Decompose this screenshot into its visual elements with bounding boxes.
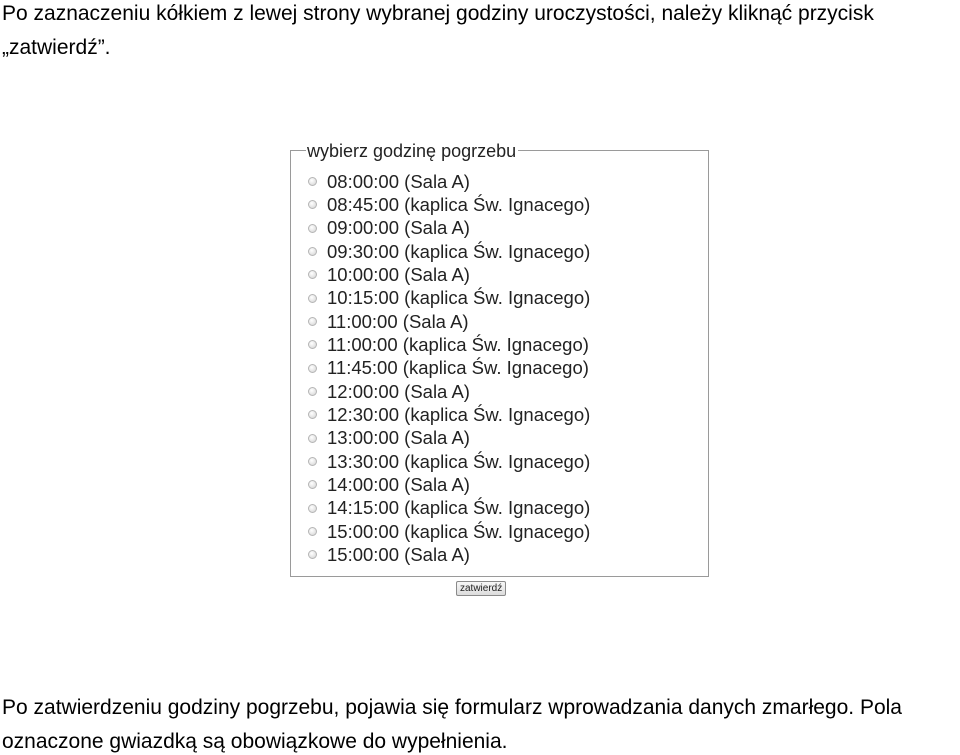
time-option[interactable]: [306, 380, 590, 403]
time-option[interactable]: [306, 473, 590, 496]
time-option[interactable]: [306, 217, 590, 240]
time-option[interactable]: [306, 263, 590, 286]
radio-button[interactable]: [308, 317, 317, 326]
radio-button[interactable]: [308, 410, 317, 419]
time-option[interactable]: [306, 240, 590, 263]
fieldset-legend: wybierz godzinę pogrzebu: [307, 141, 517, 161]
radio-button[interactable]: [308, 294, 317, 303]
time-option-label[interactable]: 14:00:00 (Sala A): [327, 473, 470, 495]
time-option-label[interactable]: 15:00:00 (kaplica Św. Ignacego): [327, 520, 591, 542]
time-options-list: [306, 170, 590, 567]
outro-text-line-1: Po zatwierdzeniu godziny pogrzebu, pojawia się formularz wprowadzania danych zmarłego. Pola: [2, 696, 902, 719]
radio-button[interactable]: [308, 434, 317, 443]
time-option[interactable]: [306, 333, 590, 356]
intro-text-line-2: „zatwierdź”.: [2, 36, 111, 59]
radio-button[interactable]: [308, 504, 317, 513]
time-option-label[interactable]: 08:00:00 (Sala A): [327, 170, 470, 192]
time-option-label[interactable]: 09:30:00 (kaplica Św. Ignacego): [327, 240, 591, 262]
time-option-label[interactable]: 11:45:00 (kaplica Św. Ignacego): [327, 357, 589, 379]
time-option-label[interactable]: 13:00:00 (Sala A): [327, 427, 470, 449]
radio-button[interactable]: [308, 340, 317, 349]
submit-button[interactable]: zatwierdź: [456, 581, 506, 596]
radio-button[interactable]: [308, 364, 317, 373]
radio-button[interactable]: [308, 247, 317, 256]
time-option-label[interactable]: 15:00:00 (Sala A): [327, 543, 470, 565]
time-option-label[interactable]: 10:00:00 (Sala A): [327, 263, 470, 285]
radio-button[interactable]: [308, 177, 317, 186]
time-option[interactable]: [306, 310, 590, 333]
time-option[interactable]: [306, 520, 590, 543]
radio-button[interactable]: [308, 527, 317, 536]
time-option-label[interactable]: 12:00:00 (Sala A): [327, 380, 470, 402]
time-option[interactable]: [306, 357, 590, 380]
time-option-label[interactable]: 12:30:00 (kaplica Św. Ignacego): [327, 403, 591, 425]
time-option[interactable]: [306, 193, 590, 216]
time-option[interactable]: [306, 497, 590, 520]
radio-button[interactable]: [308, 480, 317, 489]
time-option[interactable]: [306, 287, 590, 310]
radio-button[interactable]: [308, 387, 317, 396]
radio-button[interactable]: [308, 200, 317, 209]
outro-text-line-2: oznaczone gwiazdką są obowiązkowe do wypełnienia.: [2, 730, 508, 753]
time-option-label[interactable]: 13:30:00 (kaplica Św. Ignacego): [327, 450, 591, 472]
time-option[interactable]: [306, 170, 590, 193]
time-option-label[interactable]: 10:15:00 (kaplica Św. Ignacego): [327, 287, 591, 309]
time-option-label[interactable]: 09:00:00 (Sala A): [327, 217, 470, 239]
time-option-label[interactable]: 11:00:00 (Sala A): [327, 310, 469, 332]
time-option[interactable]: [306, 403, 590, 426]
radio-button[interactable]: [308, 457, 317, 466]
radio-button[interactable]: [308, 550, 317, 559]
radio-button[interactable]: [308, 270, 317, 279]
intro-text-line-1: Po zaznaczeniu kółkiem z lewej strony wybranej godziny uroczystości, należy kliknąć przycisk: [2, 2, 874, 25]
time-option-label[interactable]: 14:15:00 (kaplica Św. Ignacego): [327, 497, 591, 519]
time-option[interactable]: [306, 543, 590, 566]
radio-button[interactable]: [308, 224, 317, 233]
time-option-label[interactable]: 08:45:00 (kaplica Św. Ignacego): [327, 193, 591, 215]
time-option-label[interactable]: 11:00:00 (kaplica Św. Ignacego): [327, 333, 589, 355]
time-option[interactable]: [306, 427, 590, 450]
time-option[interactable]: [306, 450, 590, 473]
